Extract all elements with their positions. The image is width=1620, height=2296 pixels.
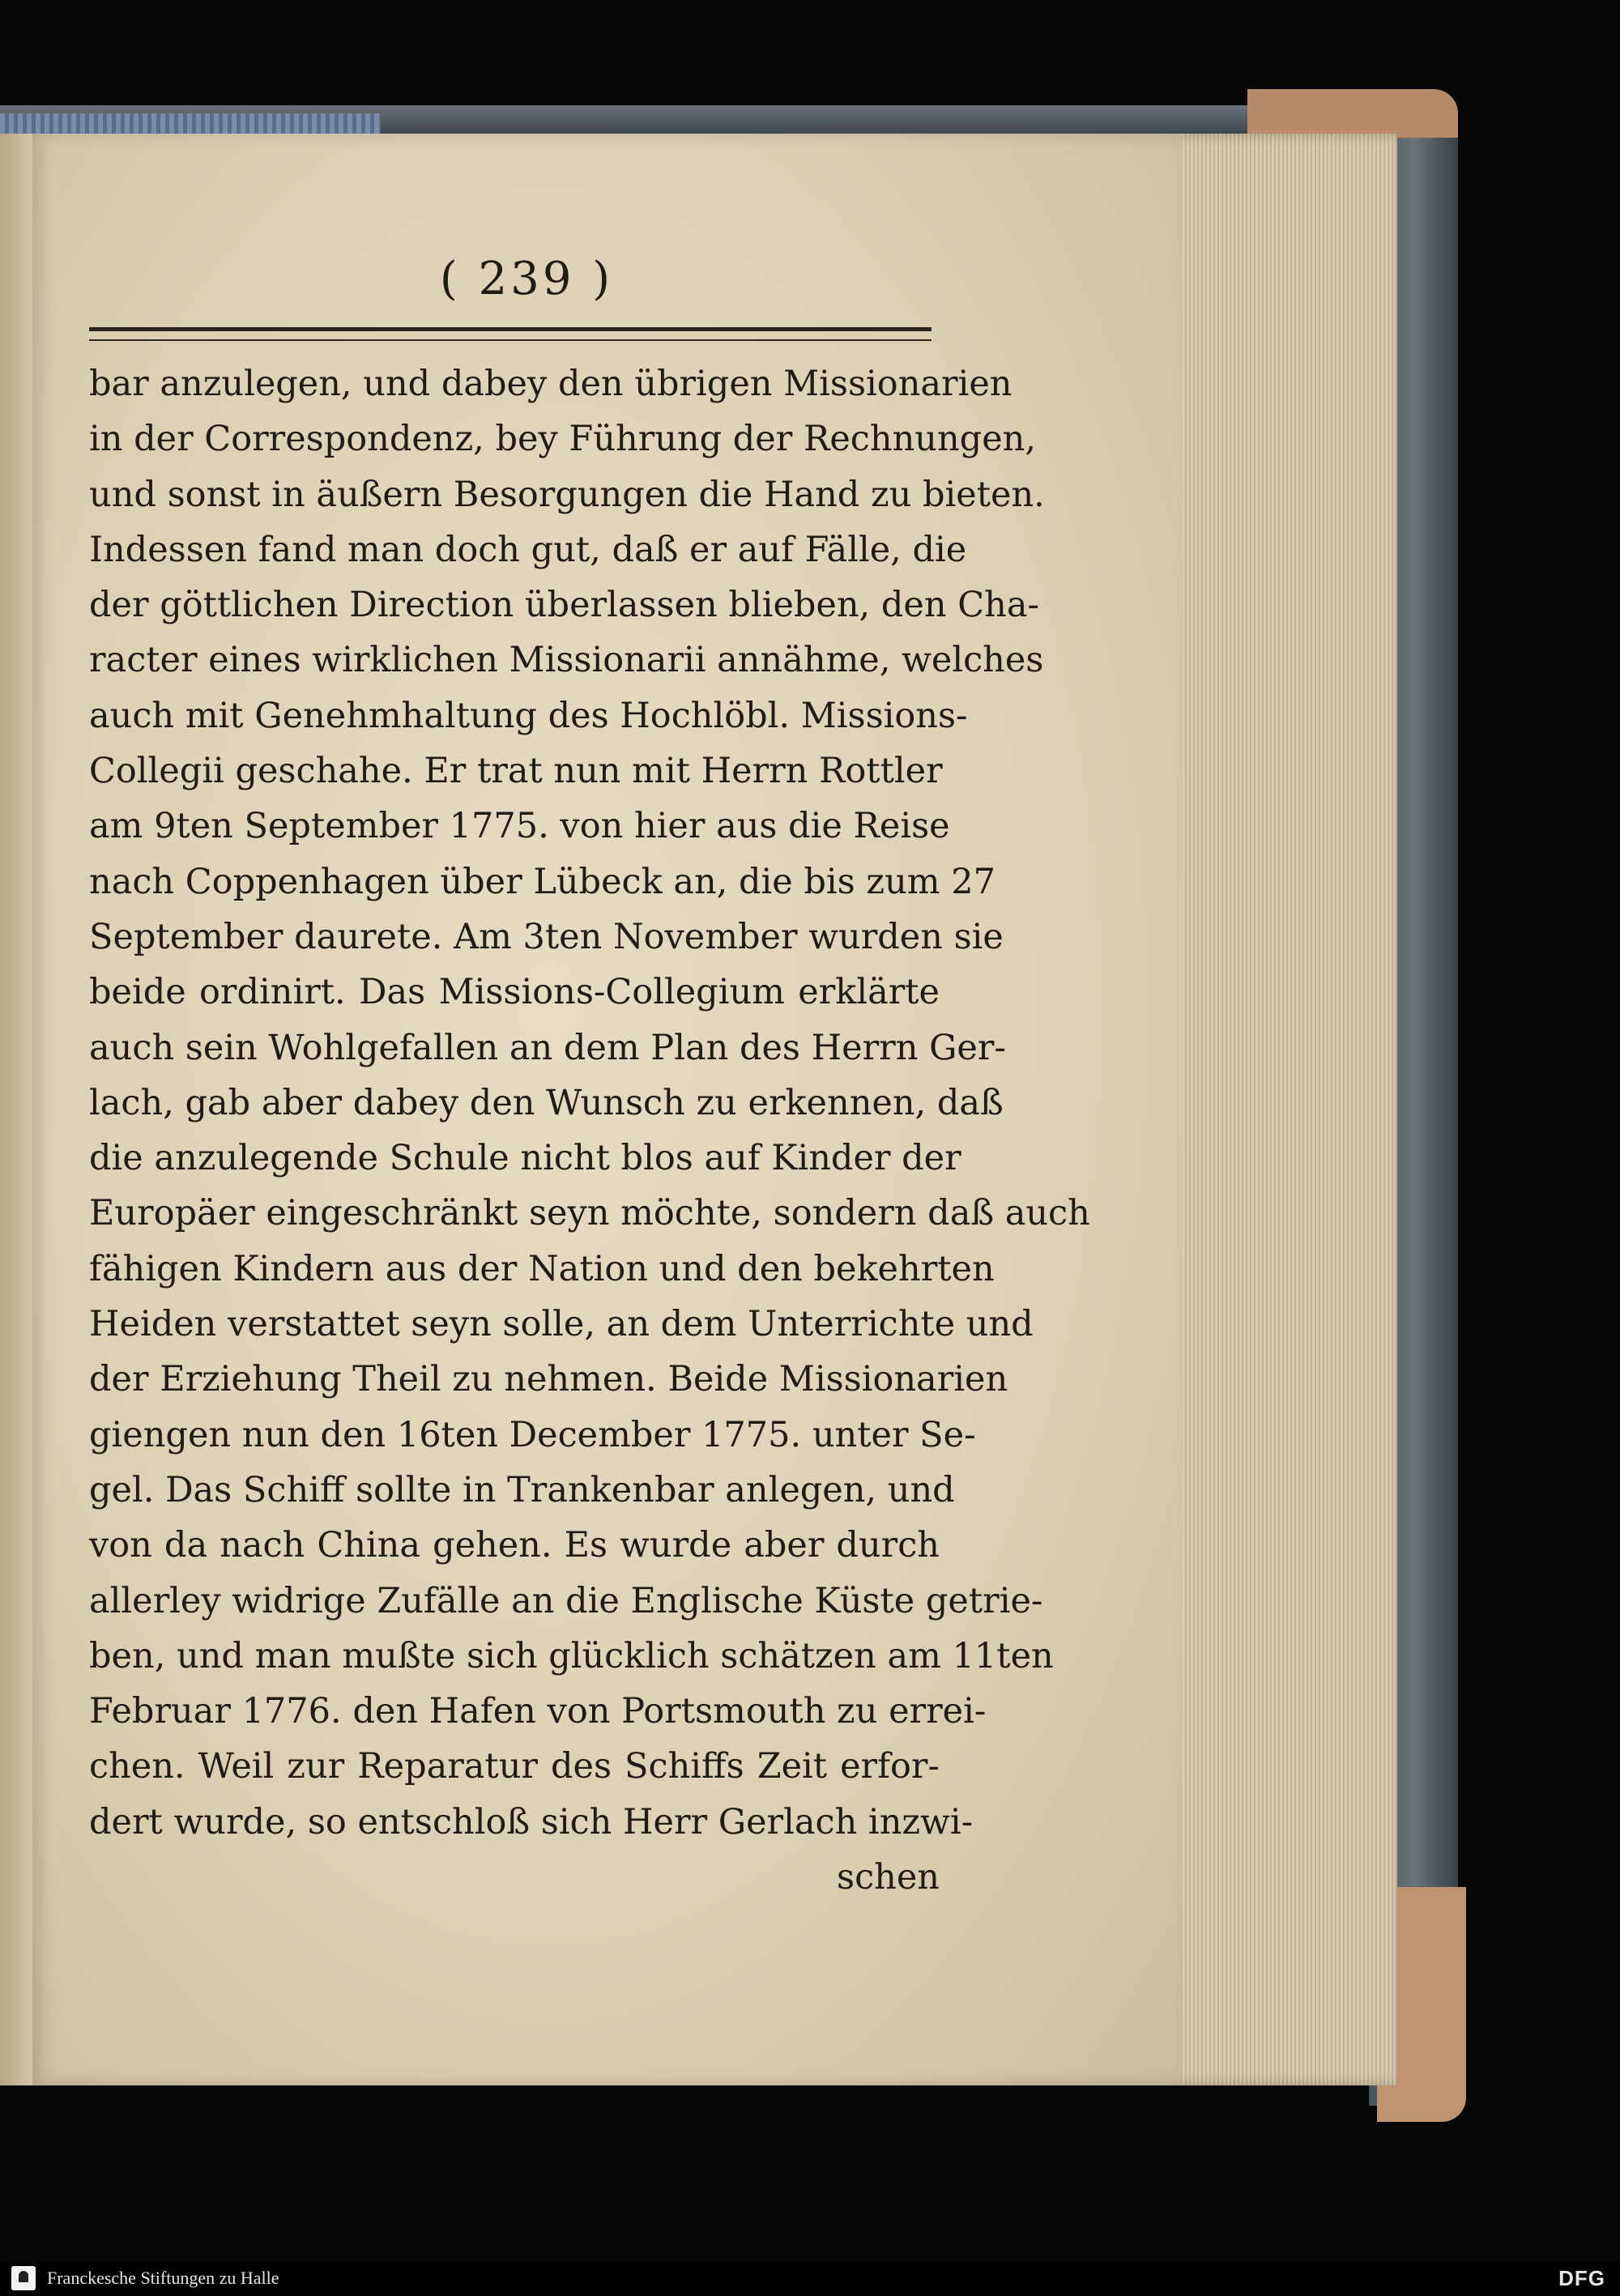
page-stack-edge — [1166, 134, 1397, 2085]
text-line: September daurete. Am 3ten November wurden sie — [89, 916, 1004, 957]
text-line: dert wurde, so entschloß sich Herr Gerlach inzwi- — [89, 1801, 974, 1842]
text-line: nach Coppenhagen über Lübeck an, die bis zum 27 — [89, 861, 995, 902]
institution-logo-icon — [11, 2266, 36, 2290]
page-text — [89, 356, 1090, 1905]
text-line: auch sein Wohlgefallen an dem Plan des Herrn Ger- — [89, 1027, 1006, 1068]
text-line: der Erziehung Theil zu nehmen. Beide Missionarien — [89, 1359, 1008, 1400]
text-line: gel. Das Schiff sollte in Trankenbar anlegen, und — [89, 1469, 955, 1510]
text-line: ben, und man mußte sich glücklich schätzen am 11ten — [89, 1635, 1054, 1676]
text-line: Heiden verstattet seyn solle, an dem Unterrichte und — [89, 1304, 1034, 1345]
text-line: Februar 1776. den Hafen von Portsmouth zu errei- — [89, 1691, 987, 1732]
viewer-footer — [0, 2261, 1620, 2296]
institution-name: Franckesche Stiftungen zu Halle — [47, 2268, 279, 2288]
text-line: Collegii geschahe. Er trat nun mit Herrn Rottler — [89, 751, 943, 792]
text-line: auch mit Genehmhaltung des Hochlöbl. Missions- — [89, 695, 968, 736]
text-line: am 9ten September 1775. von hier aus die Reise — [89, 806, 950, 847]
text-line: racter eines wirklichen Missionarii annähme, welches — [89, 640, 1044, 681]
text-line: die anzulegende Schule nicht blos auf Kinder der — [89, 1138, 961, 1179]
text-line: bar anzulegen, und dabey den übrigen Missionarien — [89, 364, 1013, 404]
header-rule — [89, 327, 932, 341]
text-line: der göttlichen Direction überlassen blieben, den Cha- — [89, 585, 1039, 626]
text-line: Europäer eingeschränkt seyn möchte, sondern daß auch — [89, 1193, 1090, 1234]
text-line: fähigen Kindern aus der Nation und den bekehrten — [89, 1248, 995, 1289]
text-line: in der Correspondenz, bey Führung der Rechnungen, — [89, 419, 1036, 460]
text-line: von da nach China gehen. Es wurde aber durch — [89, 1525, 940, 1566]
page-number: ( 239 ) — [439, 253, 614, 305]
catchword: schen — [837, 1857, 940, 1898]
dfg-logo: DFG — [1558, 2266, 1605, 2290]
text-line: beide ordinirt. Das Missions-Collegium erklärte — [89, 972, 940, 1013]
text-line: und sonst in äußern Besorgungen die Hand zu bieten. — [89, 474, 1045, 515]
text-line: giengen nun den 16ten December 1775. unter Se- — [89, 1414, 976, 1455]
text-line: lach, gab aber dabey den Wunsch zu erkennen, daß — [89, 1082, 1004, 1123]
text-line: allerley widrige Zufälle an die Englische Küste getrie- — [89, 1580, 1043, 1621]
text-line: chen. Weil zur Reparatur des Schiffs Zeit erfor- — [89, 1746, 940, 1787]
cloth-binding-strip — [0, 113, 381, 136]
text-line: Indessen fand man doch gut, daß er auf Fälle, die — [89, 529, 967, 570]
